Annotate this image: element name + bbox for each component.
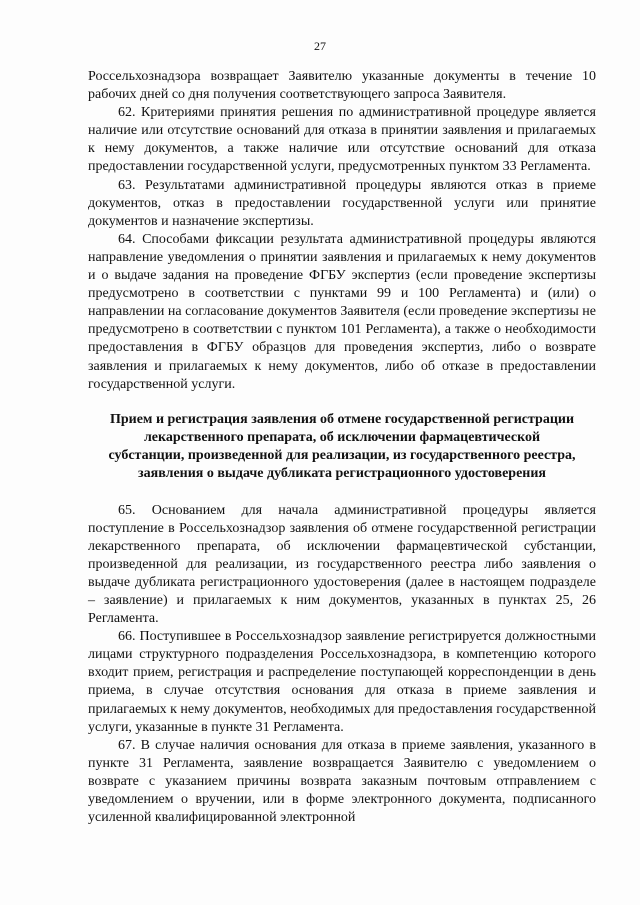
paragraph-64: 64. Способами фиксации результата административной процедуры являются направление уведомления о принятии заявления и прилагаемых к нему документов и о выдаче задания на проведение ФГБУ экспертиз (если проведение экспертизы предусмотрено в соответствии с пунктами 99 и 100 Регламента) и (или) о направлении на согласование документов Заявителя (если проведение экспертизы не предусмотрено в соответствии с пунктом 101 Регламента), а также о необходимости предоставления в ФГБУ образцов для проведения экспертиз, либо о возврате заявления и прилагаемых к нему документов, либо об отказе в предоставлении государственной услуги. [88,231,596,392]
section-heading: Прием и регистрация заявления об отмене государственной регистрации лекарственного препарата, об исключении фармацевтической субстанции, произведенной для реализации, из государственного реестра, заявления о выдаче дубликата регистрационного удостоверения [108,411,576,482]
paragraph-67: 67. В случае наличия основания для отказа в приеме заявления, указанного в пункте 31 Регламента, заявление возвращается Заявителю с уведомлением о возврате с указанием причины возврата заказным почтовым отправлением с уведомлением о вручении, или в форме электронного документа, подписанного усиленной квалифицированной электронной [88,737,596,826]
paragraph-65: 65. Основанием для начала административной процедуры является поступление в Россельхознадзор заявления об отмене государственной регистрации лекарственного препарата, об исключении фармацевтической субстанции, произведенной для реализации, из государственного реестра либо заявления о выдаче дубликата регистрационного удостоверения (далее в настоящем подразделе – заявление) и прилагаемых к ним документов, указанных в пунктах 25, 26 Регламента. [88,502,596,627]
paragraph-62: 62. Критериями принятия решения по административной процедуре является наличие или отсутствие оснований для отказа в принятии заявления и прилагаемых к нему документов, а также наличие или отсутствие оснований для отказа предоставлении государственной услуги, предусмотренных пунктом 33 Регламента. [88,105,596,175]
paragraph-63: 63. Результатами административной процедуры являются отказ в приеме документов, отказ в предоставлении государственной услуги или принятие документов и назначение экспертизы. [88,177,596,229]
paragraph-66: 66. Поступившее в Россельхознадзор заявление регистрируется должностными лицами структурного подразделения Россельхознадзора, в компетенцию которого входит прием, регистрация и распределение поступающей корреспонденции в день приема, в случае отсутствия основания для отказа в приеме заявления и прилагаемых к нему документов, необходимых для предоставления государственной услуги, указанные в пункте 31 Регламента. [88,629,596,735]
document-body [88,68,596,827]
page-number: 27 [314,39,326,53]
paragraph-continuation: Россельхознадзора возвращает Заявителю указанные документы в течение 10 рабочих дней со дня получения соответствующего запроса Заявителя. [88,69,596,103]
